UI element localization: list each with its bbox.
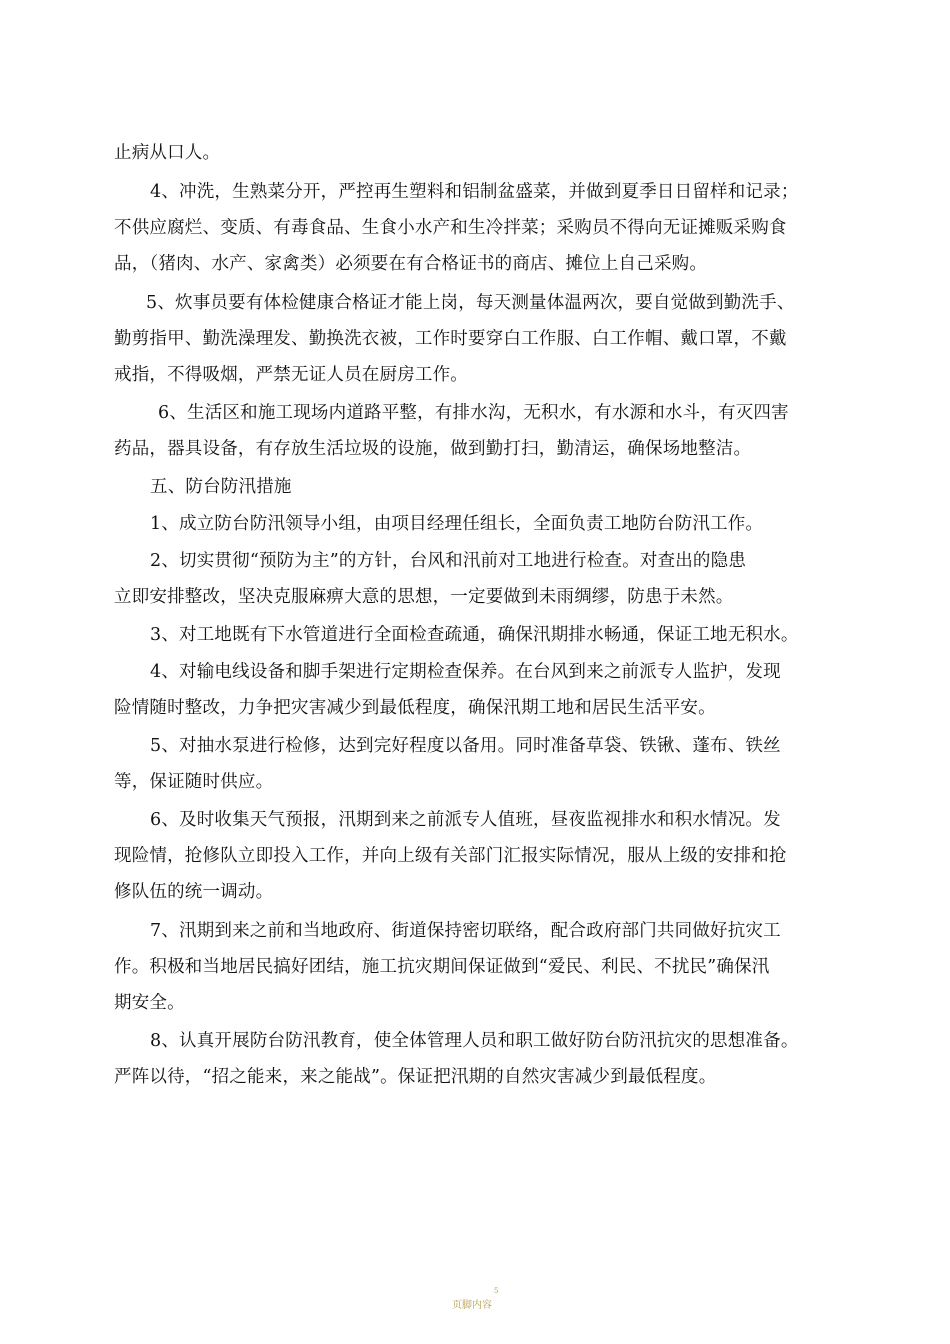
section-heading: 五、防台防汛措施 bbox=[150, 477, 292, 497]
text-line: 6、生活区和施工现场内道路平整，有排水沟，无积水，有水源和水斗，有灭四害 bbox=[158, 403, 789, 423]
text-line: 等，保证随时供应。 bbox=[114, 772, 274, 792]
text-line: 止病从口人。 bbox=[114, 143, 221, 163]
text-line: 3、对工地既有下水管道进行全面检查疏通，确保汛期排水畅通，保证工地无积水。 bbox=[150, 625, 799, 645]
text-line: 4、冲洗，生熟菜分开，严控再生塑料和铝制盆盛菜，并做到夏季日日留样和记录； bbox=[150, 182, 799, 202]
text-line: 5、对抽水泵进行检修，达到完好程度以备用。同时准备草袋、铁锹、蓬布、铁丝 bbox=[150, 736, 781, 756]
text-line: 7、汛期到来之前和当地政府、街道保持密切联络，配合政府部门共同做好抗灾工 bbox=[150, 921, 781, 941]
text-line: 修队伍的统一调动。 bbox=[114, 882, 274, 902]
text-line: 险情随时整改，力争把灾害减少到最低程度，确保汛期工地和居民生活平安。 bbox=[114, 698, 716, 718]
text-line: 6、及时收集天气预报，汛期到来之前派专人值班，昼夜监视排水和积水情况。发 bbox=[150, 810, 781, 830]
text-line: 期安全。 bbox=[114, 993, 185, 1013]
text-line: 严阵以待，“招之能来，来之能战”。保证把汛期的自然灾害减少到最低程度。 bbox=[114, 1067, 717, 1087]
text-line: 药品，器具设备，有存放生活垃圾的设施，做到勤打扫，勤清运，确保场地整洁。 bbox=[114, 439, 752, 459]
text-line: 立即安排整改，坚决克服麻痹大意的思想，一定要做到未雨绸缪，防患于未然。 bbox=[114, 587, 734, 607]
text-line: 1、成立防台防汛领导小组，由项目经理任组长，全面负责工地防台防汛工作。 bbox=[150, 514, 764, 534]
text-line: 作。积极和当地居民搞好团结，施工抗灾期间保证做到“爱民、利民、不扰民”确保汛 bbox=[114, 957, 770, 977]
text-line: 8、认真开展防台防汛教育，使全体管理人员和职工做好防台防汛抗灾的思想准备。 bbox=[150, 1031, 799, 1051]
text-line: 戒指，不得吸烟，严禁无证人员在厨房工作。 bbox=[114, 365, 468, 385]
text-line: 品，（猪肉、水产、家禽类）必须要在有合格证书的商店、摊位上自己采购。 bbox=[114, 254, 708, 274]
text-line: 2、切实贯彻“预防为主”的方针，台风和汛前对工地进行检查。对查出的隐患 bbox=[150, 551, 747, 571]
page-number: 5 bbox=[494, 1287, 499, 1295]
text-line: 勤剪指甲、勤洗澡理发、勤换洗衣被，工作时要穿白工作服、白工作帽、戴口罩，不戴 bbox=[114, 329, 787, 349]
text-line: 现险情，抢修队立即投入工作，并向上级有关部门汇报实际情况，服从上级的安排和抢 bbox=[114, 846, 787, 866]
text-line: 4、对输电线设备和脚手架进行定期检查保养。在台风到来之前派专人监护，发现 bbox=[150, 662, 781, 682]
text-line: 5、炊事员要有体检健康合格证才能上岗，每天测量体温两次，要自觉做到勤洗手、 bbox=[146, 293, 795, 313]
text-line: 不供应腐烂、变质、有毒食品、生食小水产和生冷拌菜；采购员不得向无证摊贩采购食 bbox=[114, 218, 787, 238]
page-footer: 页脚内容 bbox=[452, 1300, 492, 1311]
